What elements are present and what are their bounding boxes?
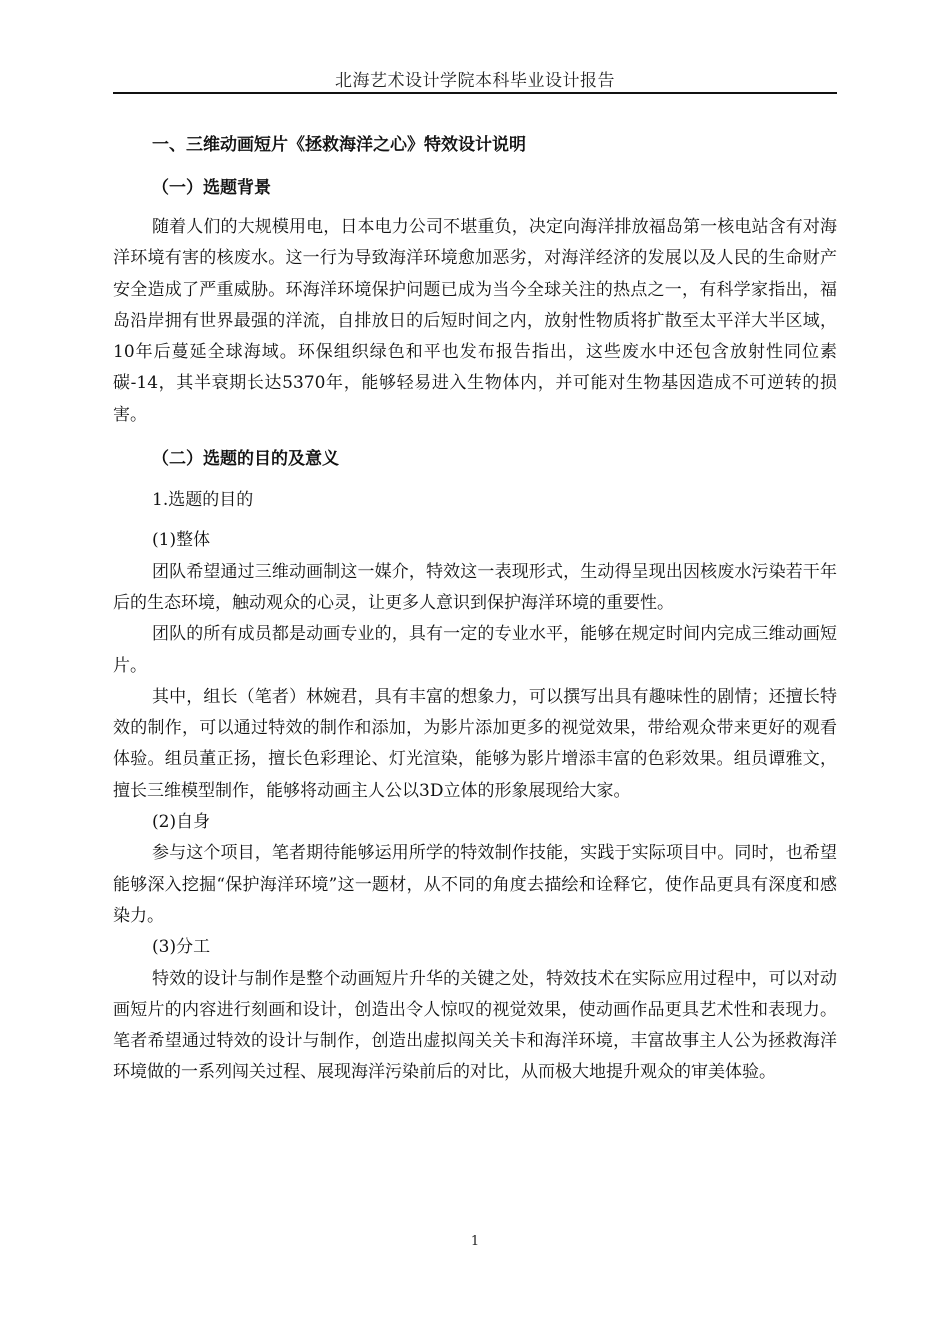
paragraph-overall-2: 团队的所有成员都是动画专业的，具有一定的专业水平，能够在规定时间内完成三维动画短片。 bbox=[113, 624, 837, 676]
heading-purpose: （二）选题的目的及意义 bbox=[152, 449, 339, 470]
paragraph-division: 特效的设计与制作是整个动画短片升华的关键之处，特效技术在实际应用过程中，可以对动画短片的内容进行刻画和设计，创造出令人惊叹的视觉效果，使动画作品更具艺术性和表现力。笔者希望通过特效的设计与制作，创造出虚拟闯关关卡和海洋环境，丰富故事主人公为拯救海洋环境做的一系列闯关过程、展现海洋污染前后的对比，从而极大地提升观众的审美体验。 bbox=[113, 968, 837, 1083]
paragraph-background: 随着人们的大规模用电，日本电力公司不堪重负，决定向海洋排放福岛第一核电站含有对海洋环境有害的核废水。这一行为导致海洋环境愈加恶劣，对海洋经济的发展以及人民的生命财产安全造成了严重威胁。环海洋环境保护问题已成为当今全球关注的热点之一，有科学家指出，福岛沿岸拥有世界最强的洋流，自排放日的后短时间之内，放射性物质将扩散至太平洋大半区域，10年后蔓延全球海域。环保组织绿色和平也发布报告指出，这些废水中还包含放射性同位素碳-14，其半衰期长达5370年，能够轻易进入生物体内，并可能对生物基因造成不可逆转的损害。 bbox=[113, 217, 837, 425]
item-label-overall: (1)整体 bbox=[152, 530, 211, 551]
paragraph-overall-1: 团队希望通过三维动画制这一媒介，特效这一表现形式，生动得呈现出因核废水污染若干年后的生态环境，触动观众的心灵，让更多人意识到保护海洋环境的重要性。 bbox=[113, 561, 837, 613]
document-body bbox=[113, 130, 837, 1089]
page-header: 北海艺术设计学院本科毕业设计报告 bbox=[335, 71, 615, 91]
subheading-purpose: 1.选题的目的 bbox=[152, 490, 254, 511]
item-label-division: (3)分工 bbox=[152, 937, 211, 958]
item-label-self: (2)自身 bbox=[152, 812, 211, 833]
paragraph-self: 参与这个项目，笔者期待能够运用所学的特效制作技能，实践于实际项目中。同时，也希望能够深入挖掘“保护海洋环境”这一题材，从不同的角度去描绘和诠释它，使作品更具有深度和感染力。 bbox=[113, 843, 837, 926]
header-rule bbox=[113, 92, 837, 94]
page-number: 1 bbox=[470, 1234, 480, 1249]
paragraph-overall-3: 其中，组长（笔者）林婉君，具有丰富的想象力，可以撰写出具有趣味性的剧情；还擅长特效的制作，可以通过特效的制作和添加，为影片添加更多的视觉效果，带给观众带来更好的观看体验。组员董正扬，擅长色彩理论、灯光渲染，能够为影片增添丰富的色彩效果。组员谭雅文，擅长三维模型制作，能够将动画主人公以3D立体的形象展现给大家。 bbox=[113, 686, 837, 801]
section-title: 一、三维动画短片《拯救海洋之心》特效设计说明 bbox=[152, 135, 526, 155]
heading-background: （一）选题背景 bbox=[152, 178, 271, 198]
